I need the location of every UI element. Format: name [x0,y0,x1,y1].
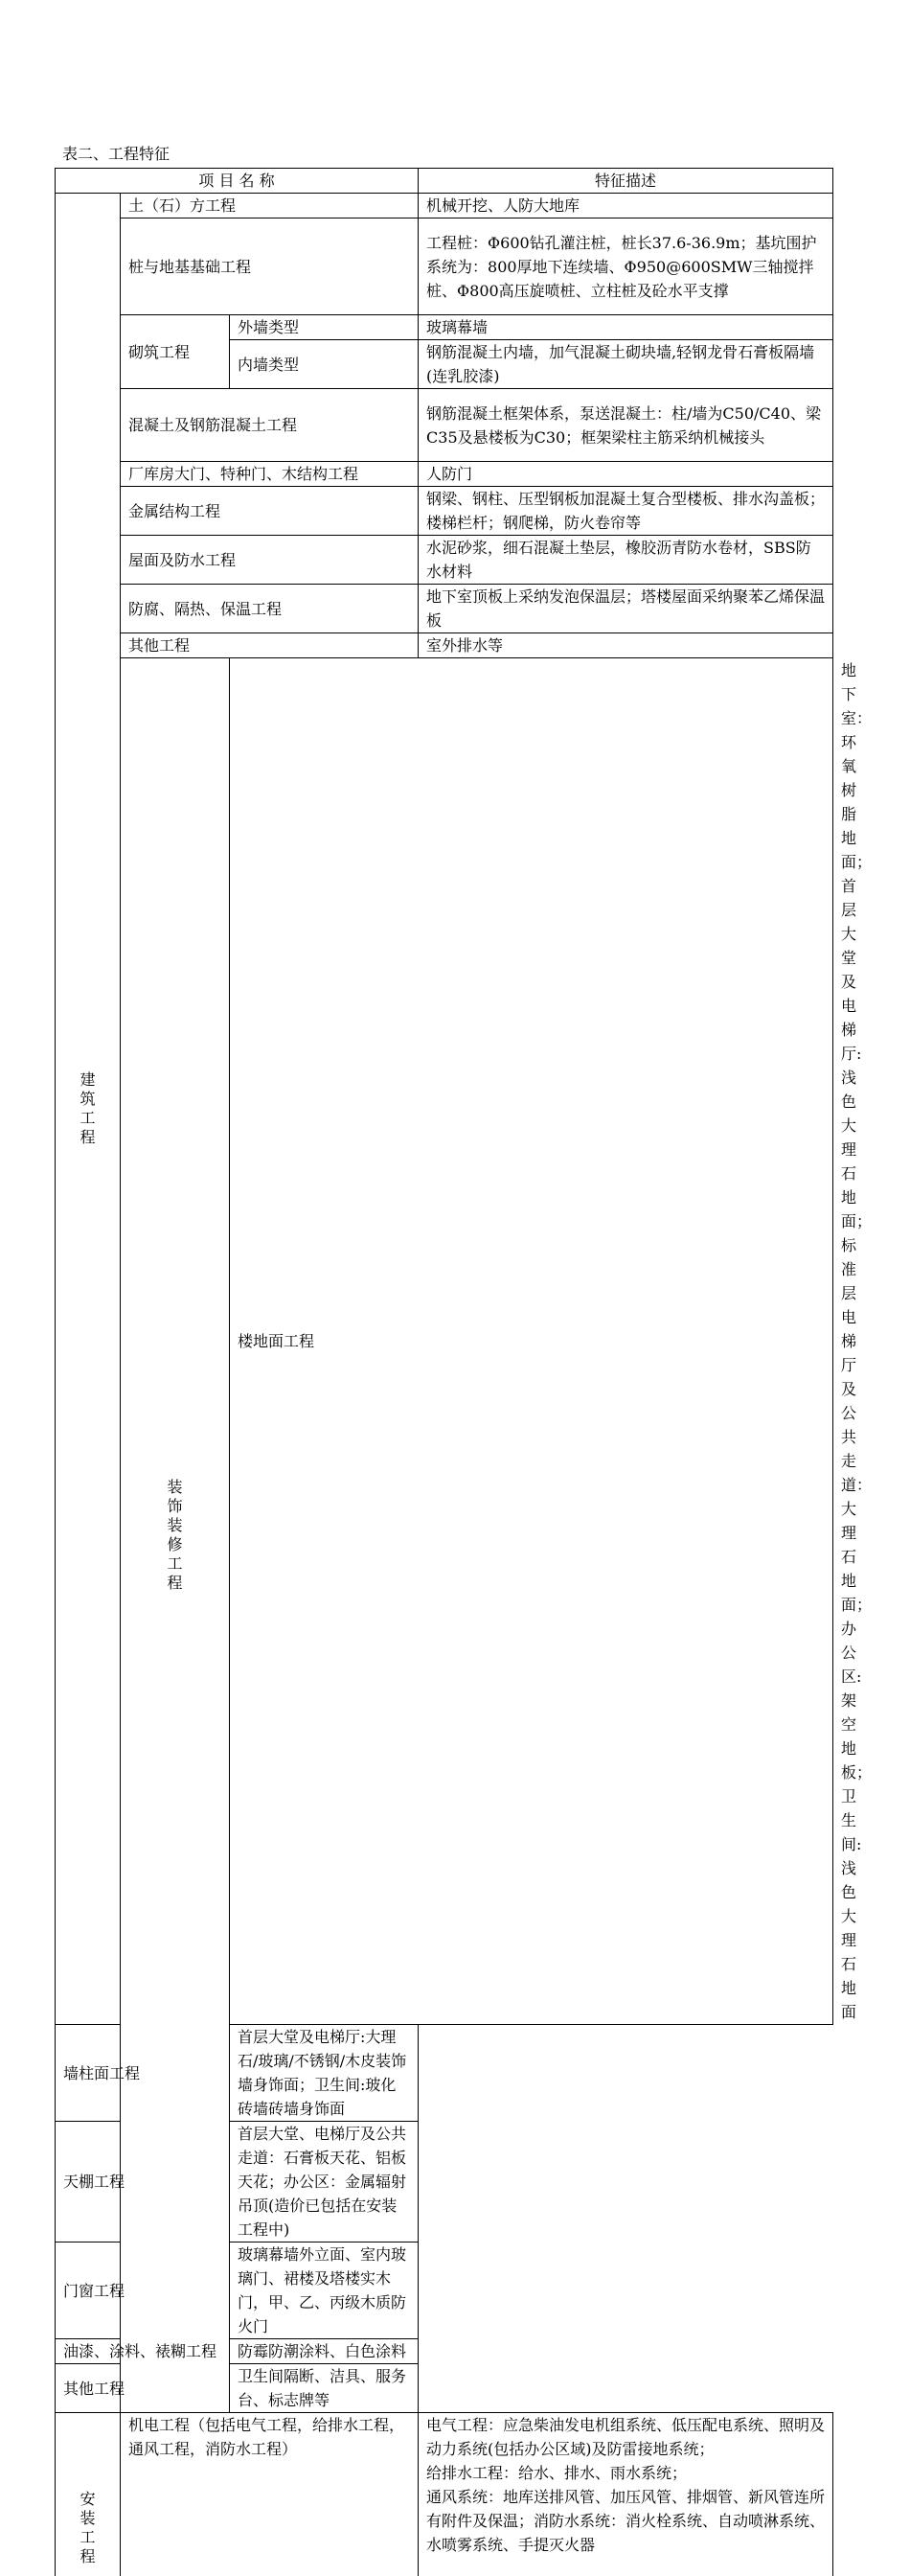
item-name: 其他工程 [121,633,419,658]
item-name: 厂库房大门、特种门、木结构工程 [121,462,419,487]
item-name: 混凝土及钢筋混凝土工程 [121,389,419,462]
item-name: 其他工程 [56,2364,230,2413]
header-item-name: 项 目 名 称 [56,169,419,194]
item-name: 机电工程（包括电气工程，给排水工程，通风工程，消防水工程） [121,2413,419,2576]
project-features-table: 项 目 名 称 特征描述 建筑工程 土（石）方工程 机械开挖、人防大地库 桩与地基基础工程 工程桩：Φ600钻孔灌注桩，桩长37.6-36.9m；基坑围护系统为：800厚地下连续墙、Φ950@600SMW三轴搅拌桩、Φ800高压旋喷桩、立柱桩及砼水平支撑 砌筑工程 外墙类型 玻璃幕墙 内墙类型 钢筋混凝土内墙，加气混凝土砌块墙,轻钢龙骨石膏板隔墙(连乳胶漆) 混凝土及钢筋混凝土工程 钢筋混凝土框架体系，泵送混凝土：柱/墙为C50/C40、梁C35及悬楼板为C30；框架梁柱主筋采纳机械接头 厂库房大门、特种门、木结构工程 人防门 金属结构工程 钢梁、钢柱、压型钢板加混凝土复合型楼板、排水沟盖板；楼梯栏杆；钢爬梯，防火卷帘等 屋面及防水工程 水泥砂浆，细石混凝土垫层，橡胶沥青防水卷材，SBS防水材料 防腐、隔热、保温工程 地下室顶板上采纳发泡保温层；塔楼屋面采纳聚苯乙烯保温板 其他工程 室外排水等 装饰装修工程 楼地面工程 地下室：环氧树脂地面； 首层大堂及电梯厅:浅色大理石地面；标准层电梯厅及公共走道：大理石地面；办公区:架空地板；卫生间:浅色大理石地面 墙柱面工程 首层大堂及电梯厅:大理石/玻璃/不锈钢/木皮装饰墙身饰面；卫生间:玻化砖墙砖墙身饰面 天棚工程 首层大堂、电梯厅及公共走道：石膏板天花、铝板天花；办公区：金属辐射吊顶(造价已包括在安装工程中) 门窗工程 玻璃幕墙外立面、室内玻璃门、裙楼及塔楼实木门，甲、乙、丙级木质防火门 油漆、涂料、裱糊工程 防霉防潮涂料、白色涂料 其他工程 卫生间隔断、洁具、服务台、标志牌等 安装工程 机电工程（包括电气工程，给排水工程，通风工程，消防水工程） 电气工程：应急柴油发电机组系统、低压配电系统、照明及动力系统(包括办公区域)及防雷接地系统； 给排水工程：给水、排水、雨水系统； 通风系统：地库送排风管、加压风管、排烟管、新风管连所有附件及保温；消防水系统：消火栓系统、自动喷淋系统、水喷雾系统、手提灭火器 [55,168,833,2576]
item-description: 玻璃幕墙 [419,315,833,340]
item-description: 工程桩：Φ600钻孔灌注桩，桩长37.6-36.9m；基坑围护系统为：800厚地下连续墙、Φ950@600SMW三轴搅拌桩、Φ800高压旋喷桩、立柱桩及砼水平支撑 [419,218,833,315]
sub-item-name: 内墙类型 [230,340,419,389]
item-name: 天棚工程 [56,2122,230,2242]
item-name: 屋面及防水工程 [121,536,419,585]
item-name: 桩与地基基础工程 [121,218,419,315]
header-description: 特征描述 [419,169,833,194]
item-description [419,2413,833,2576]
table-caption: 表二、工程特征 [62,144,170,165]
category-cell [56,194,121,2025]
item-name: 金属结构工程 [121,487,419,536]
item-description: 钢梁、钢柱、压型钢板加混凝土复合型楼板、排水沟盖板；楼梯栏杆；钢爬梯，防火卷帘等 [419,487,833,536]
item-description: 防霉防潮涂料、白色涂料 [230,2339,419,2364]
item-name: 防腐、隔热、保温工程 [121,585,419,633]
item-description: 钢筋混凝土内墙，加气混凝土砌块墙,轻钢龙骨石膏板隔墙(连乳胶漆) [419,340,833,389]
item-name: 土（石）方工程 [121,194,419,218]
item-description: 玻璃幕墙外立面、室内玻璃门、裙楼及塔楼实木门，甲、乙、丙级木质防火门 [230,2242,419,2339]
sub-item-name: 外墙类型 [230,315,419,340]
category-label: 安装工程 [80,2490,96,2566]
category-label: 建筑工程 [80,1070,96,1147]
item-name: 楼地面工程 [230,658,833,2025]
item-name: 墙柱面工程 [56,2025,230,2122]
item-description: 人防门 [419,462,833,487]
item-description: 首层大堂、电梯厅及公共走道：石膏板天花、铝板天花；办公区：金属辐射吊顶(造价已包括在安装工程中) [230,2122,419,2242]
item-description: 室外排水等 [419,633,833,658]
description-line: 通风系统：地库送排风管、加压风管、排烟管、新风管连所有附件及保温；消防水系统：消火栓系统、自动喷淋系统、水喷雾系统、手提灭火器 [426,2485,825,2557]
item-description: 钢筋混凝土框架体系，泵送混凝土：柱/墙为C50/C40、梁C35及悬楼板为C30；框架梁柱主筋采纳机械接头 [419,389,833,462]
item-description: 地下室顶板上采纳发泡保温层；塔楼屋面采纳聚苯乙烯保温板 [419,585,833,633]
description-line: 给排水工程：给水、排水、雨水系统； [426,2461,825,2485]
item-description: 首层大堂及电梯厅:大理石/玻璃/不锈钢/木皮装饰墙身饰面；卫生间:玻化砖墙砖墙身饰面 [230,2025,419,2122]
item-name: 砌筑工程 [121,315,230,389]
item-name: 油漆、涂料、裱糊工程 [56,2339,230,2364]
description-line: 电气工程：应急柴油发电机组系统、低压配电系统、照明及动力系统(包括办公区域)及防雷接地系统； [426,2413,825,2461]
item-description: 机械开挖、人防大地库 [419,194,833,218]
item-name: 门窗工程 [56,2242,230,2339]
item-description: 水泥砂浆，细石混凝土垫层，橡胶沥青防水卷材，SBS防水材料 [419,536,833,585]
category-cell [56,2413,121,2576]
category-label: 装饰装修工程 [168,1478,183,1593]
item-description: 卫生间隔断、洁具、服务台、标志牌等 [230,2364,419,2413]
